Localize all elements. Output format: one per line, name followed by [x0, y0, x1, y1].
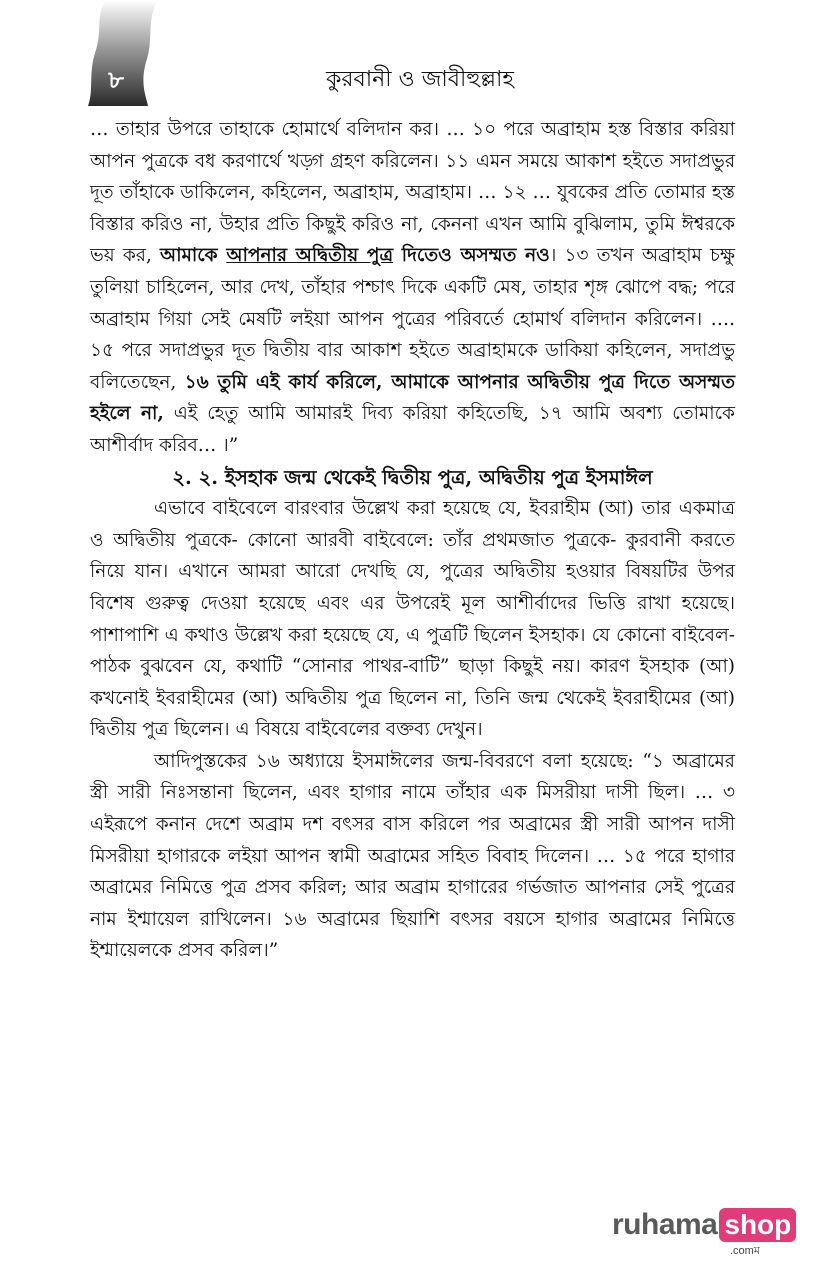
- quote-text: … তাহার উপরে তাহাকে হোমার্থে বলিদান কর। … ১০ পরে অব্রাহাম হস্ত বিস্তার করিয়া আপন পুত্রকে বধ করণার্থে খড়্গ গ্রহণ করিলেন। ১১ এমন সময়ে আকাশ হইতে সদাপ্রভুর দূত তাঁহাকে ডাকিলেন, কহিলেন, অব্রাহাম, অব্রাহাম। … ১২ … যুবকের প্রতি তোমার হস্ত বিস্তার করিও না, উহার প্রতি কিছুই করিও না, কেননা এখন আমি বুঝিলাম, তুমি ঈশ্বরকে ভয় কর,: [90, 119, 735, 267]
- body-paragraph: এভাবে বাইবেলে বারংবার উল্লেখ করা হয়েছে যে, ইবরাহীম (আ) তার একমাত্র ও অদ্বিতীয় পুত্রকে- কোনো আরবী বাইবেলে: তাঁর প্রথমজাত পুত্রকে- কুরবানী করতে নিয়ে যান। এখানে আমরা আরো দেখছি যে, পুত্রের অদ্বিতীয় হওয়ার বিষয়টির উপর বিশেষ গুরুত্ব দেওয়া হয়েছে এবং এর উপরেই মূল আশীর্বাদের ভিত্তি রাখা হয়েছে। পাশাপাশি এ কথাও উল্লেখ করা হয়েছে যে, এ পুত্রটি ছিলেন ইসহাক। যে কোনো বাইবেল-পাঠক বুঝবেন যে, কথাটি “সোনার পাথর-বাটি” ছাড়া কিছুই নয়। কারণ ইসহাক (আ) কখনোই ইবরাহীমের (আ) অদ্বিতীয় পুত্র ছিলেন না, তিনি জন্ম থেকেই ইবরাহীমের (আ) দ্বিতীয় পুত্র ছিলেন। এ বিষয়ে বাইবেলের বক্তব্য দেখুন।: [90, 498, 735, 741]
- quote-text: এই হেতু আমি আমারই দিব্য করিয়া কহিতেছি, ১৭ আমি অবশ্য তোমাকে আশীর্বাদ করিব… ।”: [90, 403, 735, 456]
- quote-emphasis: [160, 245, 550, 266]
- page-content: [90, 114, 735, 967]
- running-title: কুরবানী ও জাবীহুল্লাহ: [326, 67, 514, 92]
- logo-domain: .comম: [730, 1245, 760, 1257]
- quote-emphasis-c: দিতেও অসম্মত নও: [393, 245, 550, 267]
- logo-shop-badge: shop: [719, 1208, 796, 1242]
- ruhamashop-logo: [612, 1208, 796, 1256]
- quote-text: । ১৩ তখন অব্রাহাম চক্ষু তুলিয়া চাহিলেন, আর দেখ, তাঁহার পশ্চাৎ দিকে একটি মেষ, তাহার শৃঙ্গ ঝোপে বদ্ধ; পরে অব্রাহাম গিয়া সেই মেষটি লইয়া আপন পুত্রের পরিবর্তে হোমার্থ বলিদান করিলেন। …. ১৫ পরে সদাপ্রভুর দূত দ্বিতীয় বার আকাশ হইতে অব্রাহামকে ডাকিয়া কহিলেন, সদাপ্রভু বলিতেছেন,: [90, 245, 735, 393]
- quote-emphasis-underlined: আপনার অদ্বিতীয় পুত্র: [226, 245, 394, 267]
- body-paragraph: আদিপুস্তকের ১৬ অধ্যায়ে ইসমাঈলের জন্ম-বিবরণে বলা হয়েছে: “১ অব্রামের স্ত্রী সারী নিঃসন্তানা ছিলেন, এবং হাগার নামে তাঁহার এক মিসরীয়া দাসী ছিল। … ৩ এইরূপে কনান দেশে অব্রাম দশ বৎসর বাস করিলে পর অব্রামের স্ত্রী সারী আপন দাসী মিসরীয়া হাগারকে লইয়া আপন স্বামী অব্রামের সহিত বিবাহ দিলেন। … ১৫ পরে হাগার অব্রামের নিমিত্তে পুত্র প্রসব করিল; আর অব্রাম হাগারের গর্ভজাত আপনার সেই পুত্রের নাম ইশ্মায়েল রাখিলেন। ১৬ অব্রামের ছিয়াশি বৎসর বয়সে হাগার অব্রামের নিমিত্তে ইশ্মায়েলকে প্রসব করিল।”: [90, 750, 735, 962]
- page-number: ৮: [108, 65, 124, 94]
- quote-emphasis: ১৬ তুমি এই কার্য করিলে,: [184, 371, 392, 393]
- section-heading: ২. ২. ইসহাক জন্ম থেকেই দ্বিতীয় পুত্র, অদ্বিতীয় পুত্র ইসমাঈল: [172, 465, 653, 489]
- quote-emphasis: আমাকে আপনার অদ্বিতীয় পুত্র দিতে অসম্মত হইলে না,: [90, 371, 735, 425]
- quote-paragraph: [90, 114, 735, 462]
- logo-wordmark: ruhama: [612, 1208, 718, 1241]
- quote-emphasis-a: আমাকে: [160, 245, 227, 267]
